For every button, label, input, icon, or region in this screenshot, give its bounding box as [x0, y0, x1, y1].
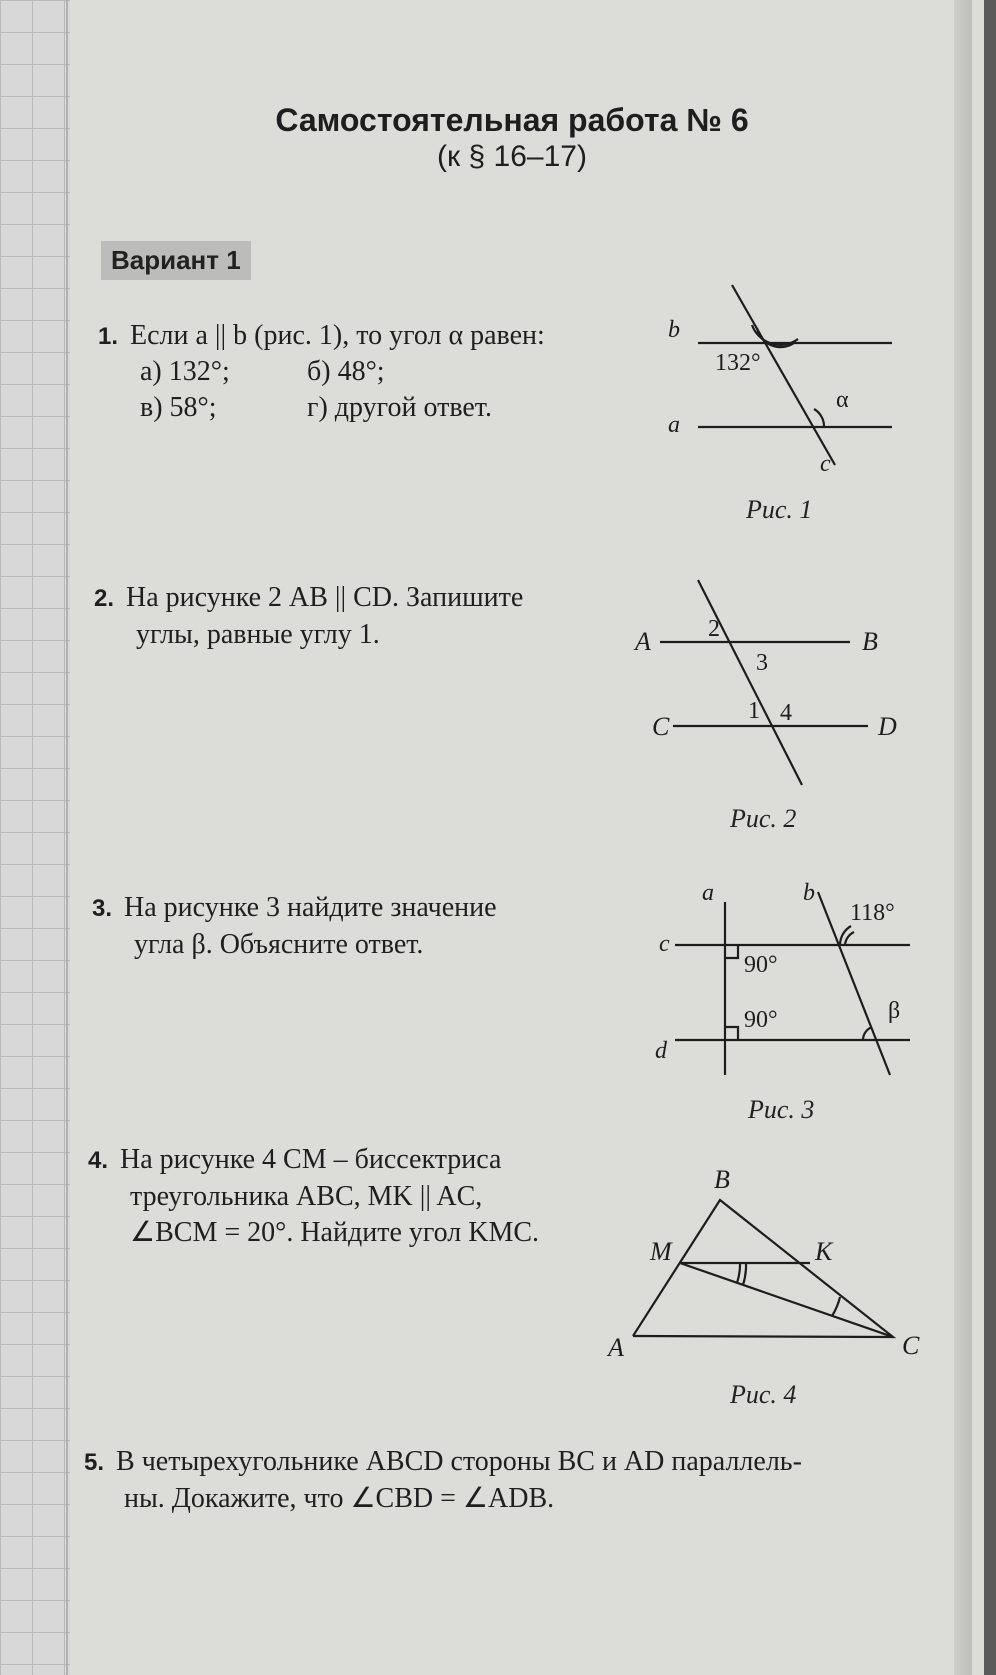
task-text-line-3: ∠BCM = 20°. Найдите угол KMC.	[130, 1217, 540, 1248]
angle-arc-132-second	[752, 325, 798, 345]
angle-4-label: 4	[780, 700, 792, 726]
task-text-line-1: В четырехугольнике ABCD стороны BC и AD параллель-	[116, 1446, 802, 1477]
graph-paper-margin	[0, 0, 70, 1675]
segment-CM	[680, 1263, 893, 1337]
label-B: B	[862, 627, 878, 656]
angle-arc-KMC	[737, 1263, 740, 1283]
task-2	[94, 580, 523, 653]
task-text-line-2: угла β. Объясните ответ.	[134, 929, 424, 960]
label-D: D	[878, 712, 897, 741]
figure-3	[640, 880, 940, 1100]
task-1	[98, 318, 545, 355]
label-c: c	[820, 451, 831, 477]
task-number: 2.	[94, 585, 115, 612]
label-C: C	[902, 1331, 920, 1360]
angle-132-label: 132°	[715, 350, 761, 376]
task-number: 4.	[88, 1147, 109, 1174]
label-a: a	[702, 880, 714, 906]
angle-arc-BCM	[832, 1297, 840, 1316]
figure-2-caption: Рис. 2	[730, 804, 797, 833]
label-K: K	[815, 1237, 833, 1266]
angle-2-label: 2	[708, 616, 720, 642]
angle-arc-KMC-second	[743, 1263, 746, 1285]
task-text-line-1: На рисунке 2 AB || CD. Запишите	[126, 582, 524, 613]
task-text-line-2: треугольника ABC, MK || AC,	[130, 1181, 483, 1212]
task-number: 3.	[92, 895, 113, 922]
answer-b: б) 48°;	[307, 356, 385, 387]
task-text-line-2: углы, равные углу 1.	[136, 619, 380, 650]
transversal	[698, 580, 802, 785]
page-title: Самостоятельная работа № 6	[275, 102, 749, 138]
page-edge	[954, 0, 972, 1675]
figure-4-caption: Рис. 4	[730, 1380, 797, 1409]
angle-arc-118	[845, 932, 854, 945]
task-4	[88, 1142, 539, 1251]
alpha-label: α	[836, 387, 849, 413]
label-c: c	[659, 931, 670, 957]
angle-arc-alpha	[814, 409, 824, 427]
task-text-line-1: На рисунке 3 найдите значение	[124, 892, 497, 923]
figure-3-caption: Рис. 3	[748, 1095, 815, 1124]
label-A: A	[635, 627, 651, 656]
angle-arc-beta	[863, 1027, 872, 1040]
right-angle-mark-2	[725, 1027, 738, 1040]
angle-90-label-2: 90°	[744, 1007, 778, 1033]
beta-label: β	[888, 998, 901, 1024]
label-a: a	[668, 412, 680, 438]
label-C: C	[652, 712, 670, 741]
answer-v: в) 58°;	[140, 392, 217, 423]
figure-1	[670, 285, 910, 485]
label-M: M	[650, 1237, 672, 1266]
task-text: Если a || b (рис. 1), то угол α равен:	[130, 320, 545, 351]
label-b: b	[803, 880, 815, 906]
task-number: 5.	[84, 1449, 105, 1476]
figure-1-caption: Рис. 1	[746, 495, 813, 524]
page-fold	[66, 0, 68, 1675]
task-3	[92, 890, 497, 963]
angle-1-label: 1	[748, 698, 760, 724]
angle-3-label: 3	[756, 650, 768, 676]
label-d: d	[655, 1038, 667, 1064]
label-A: A	[608, 1333, 624, 1362]
page-subtitle: (к § 16–17)	[437, 140, 587, 173]
figure-2	[630, 580, 910, 800]
task-number: 1.	[98, 323, 119, 350]
task-text-line-1: На рисунке 4 CM – биссектриса	[120, 1144, 502, 1175]
label-b: b	[668, 317, 680, 343]
task-text-line-2: ны. Докажите, что ∠CBD = ∠ADB.	[124, 1483, 555, 1514]
answer-g: г) другой ответ.	[307, 392, 492, 423]
variant-label: Вариант 1	[101, 241, 251, 280]
angle-118-label: 118°	[850, 900, 895, 926]
angle-90-label-1: 90°	[744, 952, 778, 978]
figure-4	[600, 1160, 920, 1390]
label-B: B	[714, 1165, 730, 1194]
task-5	[84, 1444, 802, 1517]
answer-a: а) 132°;	[140, 356, 230, 387]
right-angle-mark-1	[725, 945, 738, 958]
triangle-ABC	[633, 1200, 893, 1337]
